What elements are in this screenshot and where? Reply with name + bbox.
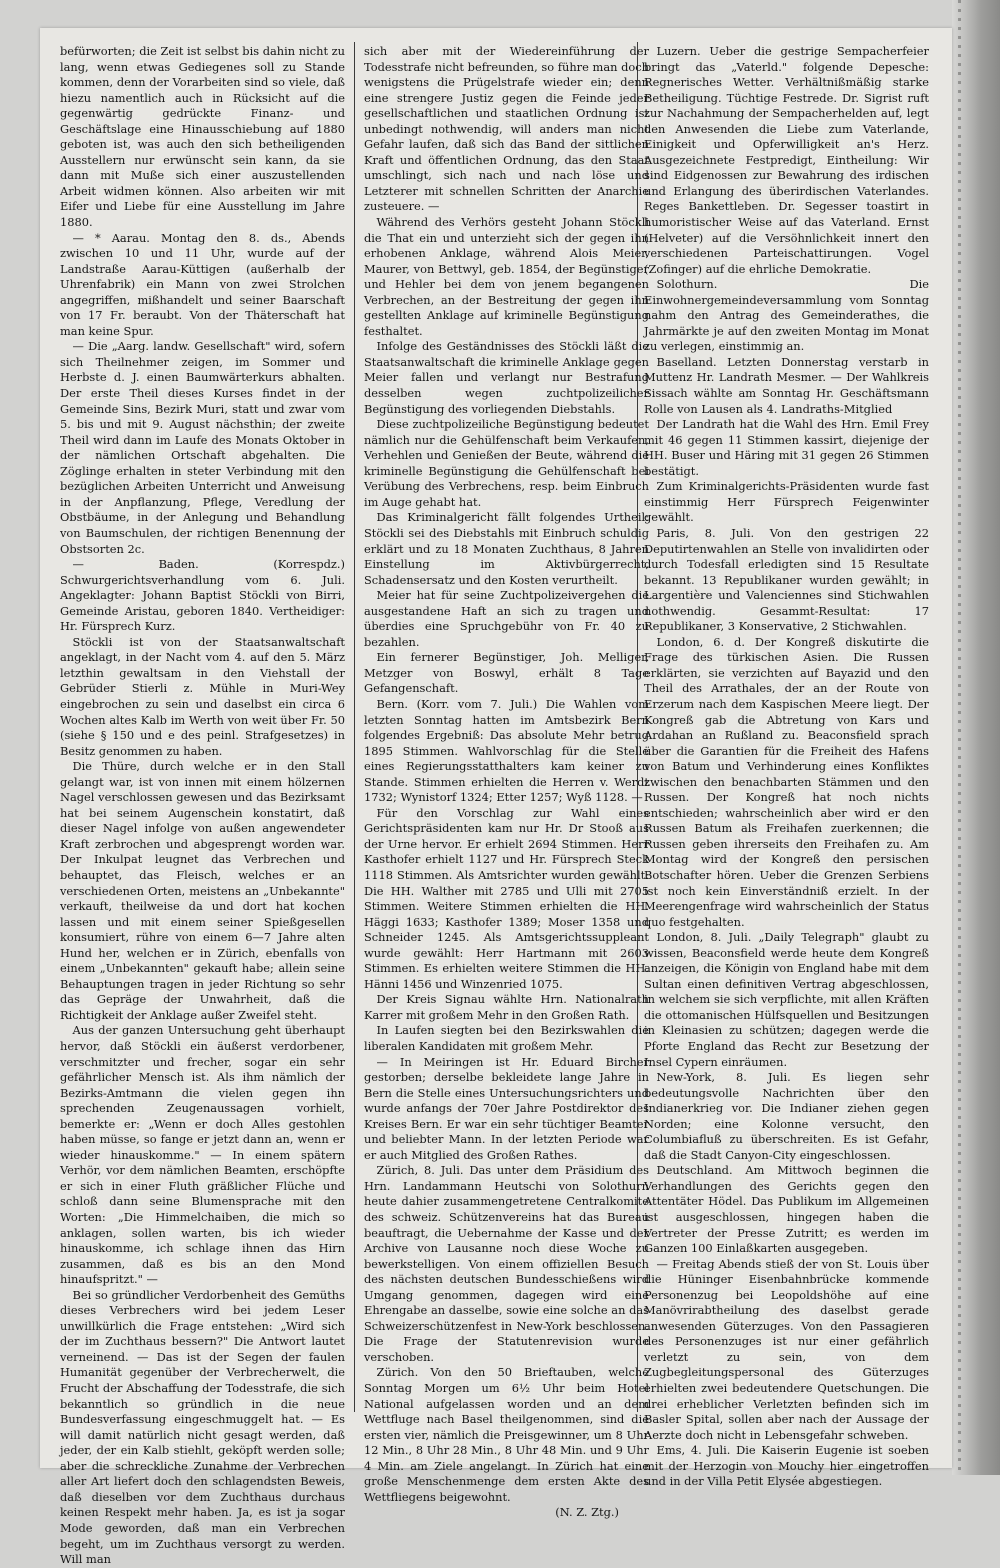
article-paragraph: Diese zuchtpolizeiliche Begünstigung bedeutet nämlich nur die Gehülfenschaft beim Verkaufen, Verhehlen und Genießen der Beute, während die kriminelle Begünstigung die Gehülfenschaft bei Verübung des Verbrechens, resp. beim Einbruch im Auge gehabt hat. — [364, 417, 649, 509]
article-paragraph: London, 6. d. Der Kongreß diskutirte die Frage des türkischen Asien. Die Russen erklärten, sie verzichten auf Bayazid und den Theil des Arrathales, der an der Route von Erzerum nach dem Kaspischen Meere liegt. Der Kongreß gab die Abtretung von Kars und Ardahan an Rußland zu. Beaconsfield sprach über die Garantien für die Freiheit des Hafens von Batum und Verhinderung eines Konfliktes zwischen den benachbarten Stämmen und den Russen. Der Kongreß hat noch nichts entschieden; wahrscheinlich aber wird er den Russen Batum als Freihafen zuerkennen; die Russen geben ihrerseits den Freihafen zu. Am Montag wird der Kongreß den persischen Botschafter hören. Ueber die Grenzen Serbiens ist noch kein Einverständniß erzielt. In der Meerengenfrage wird wahrscheinlich der Status quo festgehalten. — [644, 634, 929, 929]
article-paragraph: Bei so gründlicher Verdorbenheit des Gemüths dieses Verbrechers wird bei jedem Leser unwillkürlich die Frage entstehen: „Wird sich der im Zuchthaus bessern?" Die Antwort lautet verneinend. — Das ist der Segen der faulen Humanität gegenüber der Verbrecherwelt, die Frucht der Abschaffung der Todesstrafe, die sich bekanntlich so gründlich in die neue Bundesverfassung eingeschmuggelt hat. — Es will damit natürlich nicht gesagt werden, daß jeder, der ein Kalb stiehlt, geköpft werden solle; aber die schreckliche Zunahme der Verbrechen aller Art liefert doch den schlagendsten Beweis, daß dieselben vor dem Zuchthaus durchaus keinen Respekt mehr haben. Ja, es ist ja sogar Mode geworden, daß man ein Verbrechen begeht, um im Zuchthaus versorgt zu werden. Will man — [60, 1287, 345, 1567]
article-paragraph: Der Landrath hat die Wahl des Hrn. Emil Frey mit 46 gegen 11 Stimmen kassirt, diejenige der HH. Buser und Häring mit 31 gegen 26 Stimmen bestätigt. — [644, 417, 929, 478]
column-middle — [364, 44, 649, 1520]
article-paragraph: Stöckli ist von der Staatsanwaltschaft angeklagt, in der Nacht vom 4. auf den 5. März letzthin gewaltsam in den Viehstall der Gebrüder Stierli z. Mühle in Muri-Wey eingebrochen zu sein und daselbst ein circa 6 Wochen altes Kalb im Werth von weit über Fr. 50 (siehe § 150 und e des peinl. Strafgesetzes) in Besitz genommen zu haben. — [60, 634, 345, 758]
article-paragraph: Ems, 4. Juli. Die Kaiserin Eugenie ist soeben mit der Herzogin von Mouchy hier eingetroffen und in der Villa Petit Elysée abgestiegen. — [644, 1443, 929, 1489]
source-attribution: (N. Z. Ztg.) — [555, 1505, 619, 1520]
newspaper-page — [40, 28, 952, 1567]
article-paragraph: — Die „Aarg. landw. Gesellschaft" wird, sofern sich Theilnehmer zeigen, im Sommer und Herbste d. J. einen Baumwärterkurs abhalten. Der erste Theil dieses Kurses findet in der Gemeinde Sins, Bezirk Muri, statt und zwar vom 5. bis und mit 9. August nächsthin; der zweite Theil wird dann im Laufe des Monats Oktober in der nämlichen Ortschaft abgehalten. Die Zöglinge erhalten in steter Verbindung mit den bezüglichen Arbeiten Unterricht und Anweisung in der Anpflanzung, Pflege, Veredlung der Obstbäume, in der Anlegung und Behandlung von Baumschulen, der richtigen Benennung der Obstsorten 2c. — [60, 339, 345, 556]
column-rule — [354, 42, 355, 1412]
article-paragraph: Zürich. Von den 50 Brieftauben, welche Sonntag Morgen um 6½ Uhr beim Hotel National aufgelassen worden und an dem Wettfluge nach Basel theilgenommen, sind die ersten vier, nämlich die Preisgewinner, um 8 Uhr 12 Min., 8 Uhr 28 Min., 8 Uhr 48 Min. und 9 Uhr 4 Min. am Ziele angelangt. In Zürich hat eine große Menschenmenge dem ersten Akte des Wettfliegens beigewohnt. — [364, 1365, 649, 1504]
article-paragraph: Paris, 8. Juli. Von den gestrigen 22 Deputirtenwahlen an Stelle von invalidirten oder durch Todesfall erledigten sind 15 Resultate bekannt. 13 Republikaner wurden gewählt; in Largentière und Valenciennes sind Stichwahlen nothwendig. Gesammt-Resultat: 17 Republikaner, 3 Konservative, 2 Stichwahlen. — [644, 525, 929, 634]
article-paragraph: Luzern. Ueber die gestrige Sempacherfeier bringt das „Vaterld." folgende Depesche: Regnerisches Wetter. Verhältnißmäßig starke Betheiligung. Tüchtige Festrede. Dr. Sigrist ruft zur Nachahmung der Sempacherhelden auf, legt den Anwesenden die Liebe zum Vaterlande, Einigkeit und Opferwilligkeit an's Herz. Ausgezeichnete Festpredigt, Eintheilung: Wir sind Eidgenossen zur Bewahrung des irdischen und Erlangung des überirdischen Vaterlandes. Reges Bankettleben. Dr. Segesser toastirt in humoristischer Weise auf das Vaterland. Ernst (Helveter) auf die Versöhnlichkeit innert den verschiedenen Parteischattirungen. Vogel (Zofinger) auf die ehrliche Demokratie. — [644, 44, 929, 276]
article-paragraph: Während des Verhörs gesteht Johann Stöckli die That ein und unterzieht sich der gegen ihn erhobenen Anklage, während Alois Meier, Maurer, von Bettwyl, geb. 1854, der Begünstiger und Hehler bei dem von jenem begangenen Verbrechen, an der Bestreitung der gegen ihn gestellten Anklage auf kriminelle Begünstigung festhaltet. — [364, 215, 649, 338]
binding-stitching — [958, 0, 961, 1475]
article-paragraph: Baselland. Letzten Donnerstag verstarb in Muttenz Hr. Landrath Mesmer. — Der Wahlkreis Sissach wählte am Sonntag Hr. Geschäftsmann Rolle von Lausen als 4. Landraths-Mitglied — [644, 354, 929, 416]
article-paragraph: Für den Vorschlag zur Wahl eines Gerichtspräsidenten kam nur Hr. Dr Stooß aus der Urne hervor. Er erhielt 2694 Stimmen. Herr Kasthofer erhielt 1127 und Hr. Fürsprech Steck 1118 Stimmen. Als Amtsrichter wurden gewählt: Die HH. Walther mit 2785 und Ulli mit 2705 Stimmen. Weitere Stimmen erhielten die HH. Häggi 1633; Kasthofer 1389; Moser 1358 und Schneider 1245. Als Amtsgerichtssuppleant wurde gewählt: Herr Hartmann mit 2603 Stimmen. Es erhielten weitere Stimmen die HH. Hänni 1456 und Winzenried 1075. — [364, 805, 649, 991]
article-paragraph: Bern. (Korr. vom 7. Juli.) Die Wahlen vom letzten Sonntag hatten im Amtsbezirk Bern folgendes Ergebniß: Das absolute Mehr betrug 1895 Stimmen. Wahlvorschlag für die Stelle eines Regierungsstatthalters kam keiner zu Stande. Stimmen erhielten die Herren v. Werdt 1732; Wynistorf 1324; Etter 1257; Wyß 1128. — — [364, 696, 649, 805]
article-paragraph: Das Kriminalgericht fällt folgendes Urtheil: Stöckli sei des Diebstahls mit Einbruch schuldig erklärt und zu 18 Monaten Zuchthaus, 8 Jahren Einstellung im Aktivbürgerrecht, Schadensersatz und den Kosten verurtheilt. — [364, 510, 649, 587]
article-paragraph: New-York, 8. Juli. Es liegen sehr bedeutungsvolle Nachrichten über den Indianerkrieg vor. Die Indianer ziehen gegen Norden; eine Kolonne versucht, den Columbiafluß zu überschreiten. Es ist Gefahr, daß die Stadt Canyon-City eingeschlossen. — [644, 1070, 929, 1162]
article-paragraph: Zürich, 8. Juli. Das unter dem Präsidium des Hrn. Landammann Heutschi von Solothurn heute dahier zusammengetretene Centralkomite des schweiz. Schützenvereins hat das Bureau beauftragt, die Uebernahme der Kasse und der Archive von Lausanne noch diese Woche zu bewerkstelligen. Von einem offiziellen Besuch des nächsten deutschen Bundesschießens wird Umgang genommen, dagegen wird eine Ehrengabe an dasselbe, sowie eine solche an das Schweizerschützenfest in New-York beschlossen. Die Frage der Statutenrevision wurde verschoben. — [364, 1163, 649, 1364]
article-paragraph: Meier hat für seine Zuchtpolizeivergehen die ausgestandene Haft an sich zu tragen und überdies eine Spruchgebühr von Fr. 40 zu bezahlen. — [364, 588, 649, 649]
article-paragraph: Zum Kriminalgerichts-Präsidenten wurde fast einstimmig Herr Fürsprech Feigenwinter gewählt. — [644, 479, 929, 525]
article-paragraph: In Laufen siegten bei den Bezirkswahlen die liberalen Kandidaten mit großem Mehr. — [364, 1023, 649, 1053]
article-paragraph: — Baden. (Korrespdz.) Schwurgerichtsverhandlung vom 6. Juli. Angeklagter: Johann Baptist Stöckli von Birri, Gemeinde Aristau, geboren 1840. Vertheidiger: Hr. Fürsprech Kurz. — [60, 557, 345, 634]
article-paragraph: Solothurn. Die Einwohnergemeindeversammlung vom Sonntag nahm den Antrag des Gemeinderathes, die Jahrmärkte je auf den zweiten Montag im Monat zu verlegen, einstimmig an. — [644, 277, 929, 354]
page-binding-edge — [952, 0, 1000, 1475]
article-paragraph: — In Meiringen ist Hr. Eduard Bircher gestorben; derselbe bekleidete lange Jahre in Bern die Stelle eines Untersuchungsrichters und wurde anfangs der 70er Jahre Postdirektor des Kreises Bern. Er war ein sehr tüchtiger Beamter und beliebter Mann. In der letzten Periode war er auch Mitglied des Großen Rathes. — [364, 1054, 649, 1162]
column-right — [644, 44, 929, 1489]
article-paragraph: — Freitag Abends stieß der von St. Louis über die Hüninger Eisenbahnbrücke kommende Personenzug bei Leopoldshöhe auf eine Manövrirabtheilung des daselbst gerade anwesenden Güterzuges. Von den Passagieren des Personenzuges ist nur einer gefährlich verletzt zu sein, von dem Zugbegleitungspersonal des Güterzuges erhielten zwei bedeutendere Quetschungen. Die drei erheblicher Verletzten befinden sich im Basler Spital, sollen aber nach der Aussage der Aerzte doch nicht in Lebensgefahr schweben. — [644, 1256, 929, 1442]
article-paragraph: befürworten; die Zeit ist selbst bis dahin nicht zu lang, wenn etwas Gediegenes soll zu Stande kommen, denn der Vorarbeiten sind so viele, daß hiezu namentlich auch in Rücksicht auf die gegenwärtig gedrückte Finanz- und Geschäftslage eine Hinausschiebung auf 1880 geboten ist, was auch den sich betheiligenden Ausstellern nur erwünscht sein kann, da sie dann mit Muße sich einer auszustellenden Arbeit widmen können. Also arbeiten wir mit Eifer und Liebe für eine Ausstellung im Jahre 1880. — [60, 44, 345, 230]
article-paragraph: Ein fernerer Begünstiger, Joh. Melliger, Metzger von Boswyl, erhält 8 Tage Gefangenschaft. — [364, 650, 649, 696]
article-paragraph: Der Kreis Signau wählte Hrn. Nationalrath Karrer mit großem Mehr in den Großen Rath. — [364, 992, 649, 1022]
column-left — [60, 44, 345, 1567]
article-paragraph: Infolge des Geständnisses des Stöckli läßt die Staatsanwaltschaft die kriminelle Anklage gegen Meier fallen und verlangt nur Bestrafung desselben wegen zuchtpolizeilicher Begünstigung des vorliegenden Diebstahls. — [364, 339, 649, 416]
article-paragraph: Die Thüre, durch welche er in den Stall gelangt war, ist von innen mit einem hölzernen Nagel verschlossen gewesen und das Bezirksamt hat bei seinem Augenschein konstatirt, daß dieser Nagel infolge von außen angewendeter Kraft zerbrochen und abgesprengt worden war. Der Inkulpat leugnet das Verbrechen und behauptet, das Fleisch, welches er an verschiedenen Orten, meistens an „Unbekannte" verkauft, theilweise da und dort hat kochen lassen und mit einem seiner Spießgesellen konsumiert, rühre von einem 6—7 Jahre alten Hund her, welchen er in Zürich, ebenfalls von einem „Unbekannten" gekauft habe; allein seine Behauptungen tragen in jeder Richtung so sehr das Gepräge der Unwahrheit, daß die Richtigkeit der Anklage außer Zweifel steht. — [60, 759, 345, 1022]
article-paragraph: sich aber mit der Wiedereinführung der Todesstrafe nicht befreunden, so führe man doch wenigstens die Prügelstrafe wieder ein; denn eine strengere Justiz gegen die Feinde jeder gesellschaftlichen und staatlichen Ordnung ist unbedingt nothwendig, will anders man nicht Gefahr laufen, daß sich das Band der sittlichen Kraft und öffentlichen Ordnung, das den Staat umschlingt, sich nach und nach löse und Letzterer mit schnellen Schritten der Anarchie zusteuere. — — [364, 44, 649, 214]
article-paragraph: Deutschland. Am Mittwoch beginnen die Verhandlungen des Gerichts gegen den Attentäter Hödel. Das Publikum im Allgemeinen ist ausgeschlossen, hingegen haben die Vertreter der Presse Zutritt; es werden im Ganzen 100 Einlaßkarten ausgegeben. — [644, 1163, 929, 1256]
article-paragraph: London, 8. Juli. „Daily Telegraph" glaubt zu wissen, Beaconsfield werde heute dem Kongreß anzeigen, die Königin von England habe mit dem Sultan einen definitiven Vertrag abgeschlossen, in welchem sie sich verpflichte, mit allen Kräften die ottomanischen Hülfsquellen und Besitzungen in Kleinasien zu schützen; dagegen werde die Pforte England das Recht zur Besetzung der Insel Cypern einräumen. — [644, 930, 929, 1069]
article-paragraph: Aus der ganzen Untersuchung geht überhaupt hervor, daß Stöckli ein äußerst verdorbener, verschmitzter und frecher, sogar ein sehr gefährlicher Mensch ist. Als ihm nämlich der Bezirks-Amtmann die vielen gegen ihn sprechenden Zeugenaussagen vorhielt, bemerkte er: „Wenn er doch Alles gestohlen haben müsse, so fange er jetzt dann an, wenn er wieder hinauskomme." — In einem spätern Verhör, vor dem nämlichen Beamten, erschöpfte er sich in einer Fluth gräßlicher Flüche und schloß dann seine Blumensprache mit den Worten: „Die Himmelchaiben, die mich so anklagen, sollen warten, bis ich wieder hinauskomme, ich schlage ihnen das Hirn zusammen, daß es bis an den Mond hinaufspritzt." — — [60, 1023, 345, 1287]
article-paragraph: — * Aarau. Montag den 8. ds., Abends zwischen 10 und 11 Uhr, wurde auf der Landstraße Aarau-Küttigen (außerhalb der Uhrenfabrik) ein Mann von zwei Strolchen angegriffen, mißhandelt und seiner Baarschaft von 17 Fr. beraubt. Von der Thäterschaft hat man keine Spur. — [60, 230, 345, 338]
